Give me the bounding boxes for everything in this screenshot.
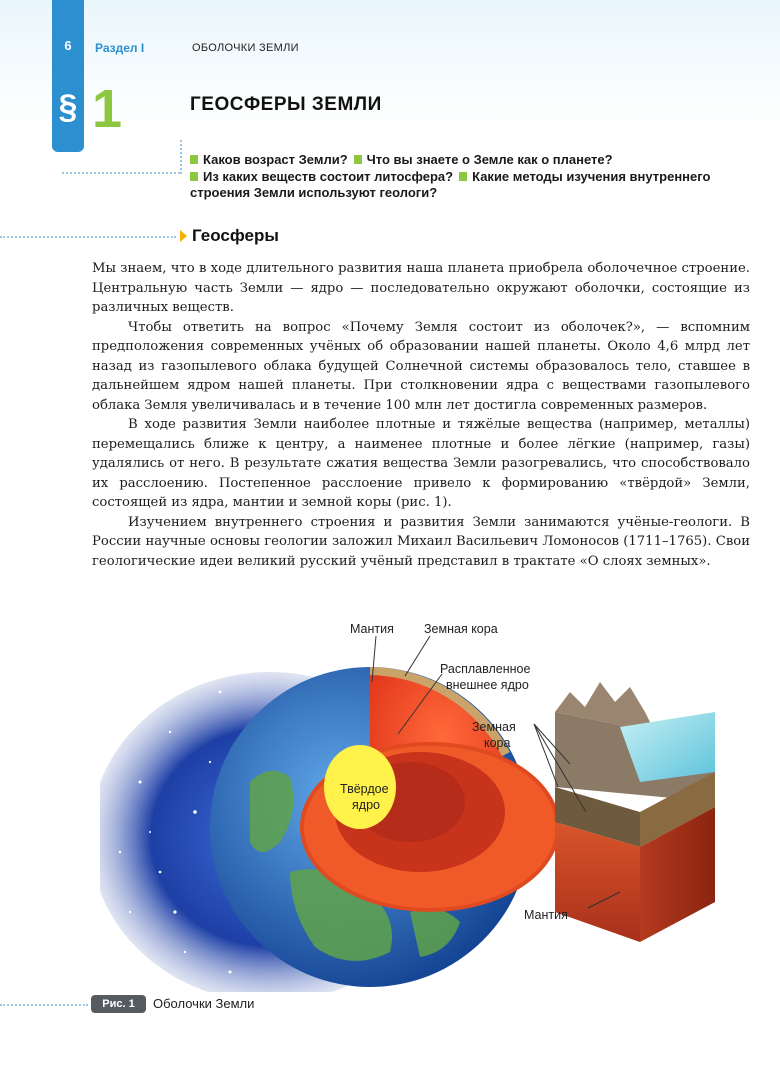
earth-layers-illustration	[100, 612, 760, 992]
label-inner-core-1: Твёрдое	[340, 782, 389, 796]
paragraph-title: ГЕОСФЕРЫ ЗЕМЛИ	[190, 94, 382, 115]
figure-caption: Оболочки Земли	[153, 996, 255, 1011]
section-topic: ОБОЛОЧКИ ЗЕМЛИ	[192, 42, 299, 54]
question-bullet	[190, 172, 198, 181]
question-item: Каков возраст Земли?	[203, 152, 348, 167]
label-block-crust-2: кора	[484, 736, 511, 750]
dotted-divider	[62, 172, 180, 174]
figure-caption-badge: Рис. 1	[91, 995, 146, 1013]
dotted-divider	[180, 140, 182, 174]
body-paragraph: Чтобы ответить на вопрос «Почему Земля состоит из оболочек?», — вспомним предположения современных учёных об образовании нашей планеты. Около 4,6 млрд лет назад из газопылевого облака будущей Солнечной системы образовалось тело, ставшее в дальнейшем ядром нашей планеты. При столкновении ядра с веществами газопылевого облака Земля увеличивалась и в течение 100 млн лет достигла современных размеров.	[92, 319, 750, 413]
figure-earth-layers	[100, 612, 760, 992]
label-mantle: Мантия	[350, 622, 394, 636]
intro-questions	[190, 152, 730, 202]
page-number: 6	[64, 38, 72, 53]
section-label: Раздел I	[95, 41, 145, 55]
question-item: Что вы знаете о Земле как о планете?	[366, 152, 613, 167]
paragraph-number: 1	[92, 79, 123, 139]
label-outer-core-2: внешнее ядро	[446, 678, 529, 692]
body-text	[92, 259, 750, 571]
question-bullet	[459, 172, 467, 181]
question-bullet	[190, 155, 198, 164]
label-block-crust-1: Земная	[472, 720, 516, 734]
section-tab	[52, 0, 84, 152]
dotted-divider	[0, 1004, 88, 1006]
body-paragraph: Мы знаем, что в ходе длительного развития наша планета приобрела оболочечное строение. Центральную часть Земли — ядро — последовательно окружают оболочки, состоящие из различных веществ.	[92, 261, 750, 315]
arrow-icon	[180, 230, 187, 242]
dotted-divider	[0, 236, 176, 238]
body-paragraph: Изучением внутреннего строения и развития Земли занимаются учёные-геологи. В России научные основы геологии заложил Михаил Васильевич Ломоносов (1711–1765). Свои геологические идеи великий русский учёный представил в трактате «О слоях земных».	[92, 514, 750, 569]
label-outer-core-1: Расплавленное	[440, 662, 531, 676]
label-block-mantle: Мантия	[524, 908, 568, 922]
question-item: Какие методы изучения внутреннего строения Земли используют геологи?	[190, 168, 711, 200]
question-item: Из каких веществ состоит литосфера?	[203, 168, 454, 184]
subheading: Геосферы	[192, 226, 279, 245]
label-inner-core-2: ядро	[352, 798, 380, 812]
paragraph-sign: §	[58, 88, 78, 126]
label-crust: Земная кора	[424, 622, 498, 636]
question-bullet	[354, 155, 362, 164]
body-paragraph: В ходе развития Земли наиболее плотные и тяжёлые вещества (например, металлы) перемещались ближе к центру, а наименее плотные и более лёгкие (например, газы) удалялись от него. В результате сжатия вещества Земли разогревались, что способствовало их расслоению. Постепенное расслоение привело к формированию «твёрдой» Земли, состоящей из ядра, мантии и земной коры (рис. 1).	[92, 417, 750, 510]
